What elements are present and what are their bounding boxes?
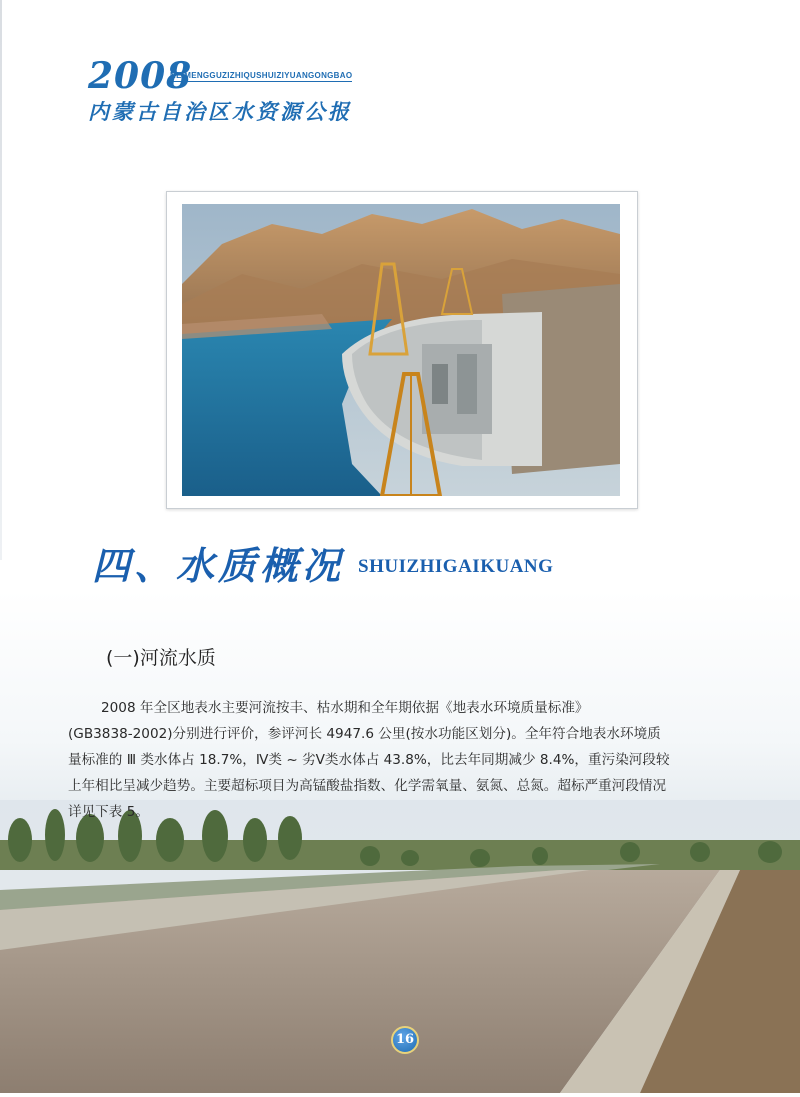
paragraph-line: 2008 年全区地表水主要河流按丰、枯水期和全年期依据《地表水环境质量标准》	[101, 700, 589, 716]
paragraph-line: (GB3838-2002)分别进行评价，参评河长 4947.6 公里(按水功能区划分)。全年符合地表水环境质	[68, 726, 661, 742]
header-title: 内蒙古自治区水资源公报	[88, 100, 352, 124]
section-title: 四、水质概况	[92, 544, 345, 588]
subsection-title: (一)河流水质	[106, 647, 216, 669]
page-number: 16	[391, 1026, 419, 1054]
left-margin-rule	[0, 0, 2, 560]
header-pinyin: NEIMENGGUZIZHIQUSHUIZIYUANGONGBAO	[170, 71, 353, 80]
body-paragraph	[68, 695, 746, 825]
paragraph-line: 详见下表 5。	[68, 804, 149, 820]
header-year: 2008	[88, 55, 193, 97]
paragraph-line: 上年相比呈减少趋势。主要超标项目为高锰酸盐指数、化学需氧量、氨氮、总氮。超标严重河段情况	[68, 778, 667, 794]
section-pinyin: SHUIZHIGAIKUANG	[358, 556, 554, 577]
paragraph-line: 量标准的 Ⅲ 类水体占 18.7%，Ⅳ类 ~ 劣Ⅴ类水体占 43.8%，比去年同期减少 8.4%，重污染河段较	[68, 752, 670, 768]
dam-photo-frame	[166, 191, 638, 509]
dam-photo	[182, 204, 620, 496]
